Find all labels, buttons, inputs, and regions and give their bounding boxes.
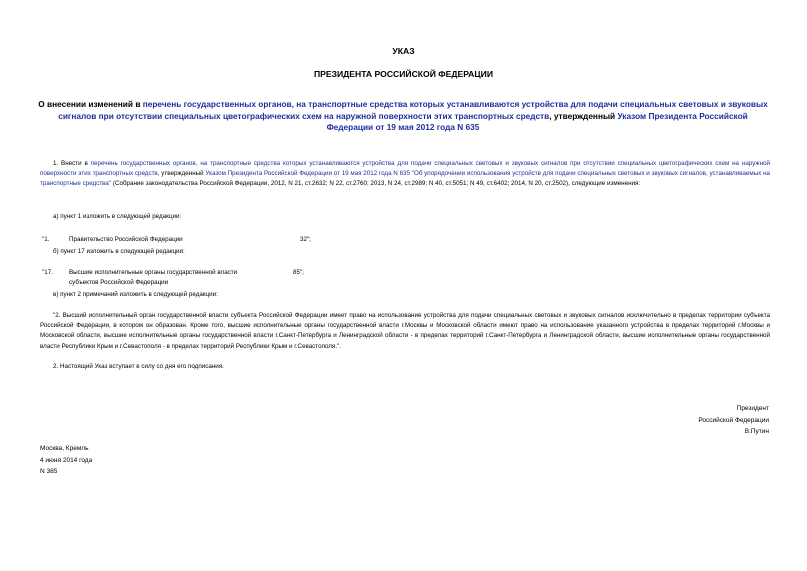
signature-country: Российской Федерации: [698, 416, 769, 424]
para1-text-1: 1. Внести в: [53, 160, 91, 167]
para1-link-list[interactable]: перечень государственных органов, на транспортные средства которых устанавливаются устройства для подачи специальных световых и звуковых сигналов при отсутствии специальных цветографических схем на наружной поверхности этих транспортных средств: [40, 160, 771, 178]
footer-number: N 385: [40, 468, 58, 475]
item-a-count: 32";: [300, 236, 311, 243]
decree-issuer-heading: ПРЕЗИДЕНТА РОССИЙСКОЙ ФЕДЕРАЦИИ: [313, 69, 494, 79]
paragraph-1: [40, 159, 770, 190]
item-c-intro: в) пункт 2 примечаний изложить в следующей редакции:: [53, 291, 218, 298]
signature-title: Президент: [736, 405, 769, 412]
item-a-organization: Правительство Российской Федерации: [69, 236, 183, 243]
title-link-decree-635[interactable]: Указом Президента Российской Федерации от 19 мая 2012 года N 635: [326, 110, 748, 132]
signature-block: [698, 403, 769, 438]
para1-text-3: (Собрание законодательства Российской Федерации, 2012, N 21, ст.2632; N 22, ст.2760; 2013, N 24, ст.2989; N 40, ст.5051; N 49, ст.6402; 2014, N 20, ст.2502), следующие изменения:: [111, 180, 641, 188]
item-b-intro: б) пункт 17 изложить в следующей редакции:: [53, 248, 185, 255]
para1-text-2: , утвержденный: [157, 170, 206, 178]
footer-date: 4 июня 2014 года: [40, 456, 93, 464]
item-b-count: 85";: [293, 269, 304, 276]
footer-place: Москва, Кремль: [40, 445, 89, 452]
title-link-list[interactable]: перечень государственных органов, на транспортные средства которых устанавливаются устройства для подачи специальных световых и звуковых сигналов при отсутствии специальных цветографических схем на наружной поверхности этих транспортных средств: [58, 99, 768, 121]
item-b-organization: Высшие исполнительные органы государственной власти субъектов Российской Федерации: [69, 269, 238, 287]
decree-type-heading: УКАЗ: [392, 46, 415, 56]
paragraph-2: 2. Настоящий Указ вступает в силу со дня его подписания.: [53, 363, 224, 370]
para1-link-decree-635[interactable]: Указом Президента Российской Федерации от 19 мая 2012 года N 635 "Об упорядочении использования устройств для подачи специальных световых и звуковых сигналов, устанавливаемых на транспортные средства": [40, 170, 770, 188]
signature-name: В.Путин: [744, 428, 769, 435]
item-a-number: "1.: [42, 236, 50, 243]
item-a-intro: а) пункт 1 изложить в следующей редакции:: [53, 213, 182, 220]
item-c-note-text: "2. Высший исполнительный орган государственной власти субъекта Российской Федерации имеет право на использование устройства для подачи специальных световых и звуковых сигналов исключительно в пределах территории субъекта Российской Федерации, в котором он образован. Кроме того, высшие исполнительные органы государственной власти г.Москвы и Московской области имеют право на использование указанного устройства в пределах территорий г.Москвы и Московской области, высшие исполнительные органы государственной власти г.Санкт-Петербурга и Ленинградской области - в пределах территорий г.Санкт-Петербурга и Ленинградской области, высшие исполнительные органы государственной власти Республики Крым и г.Севастополя - в пределах территорий Республики Крым и г.Севастополя.".: [40, 312, 770, 350]
decree-title: [36, 99, 770, 134]
title-text-1: О внесении изменений в: [38, 99, 143, 109]
title-text-2: , утвержденный: [549, 110, 618, 121]
item-b-number: "17.: [42, 269, 53, 276]
footer-block: [40, 443, 92, 478]
